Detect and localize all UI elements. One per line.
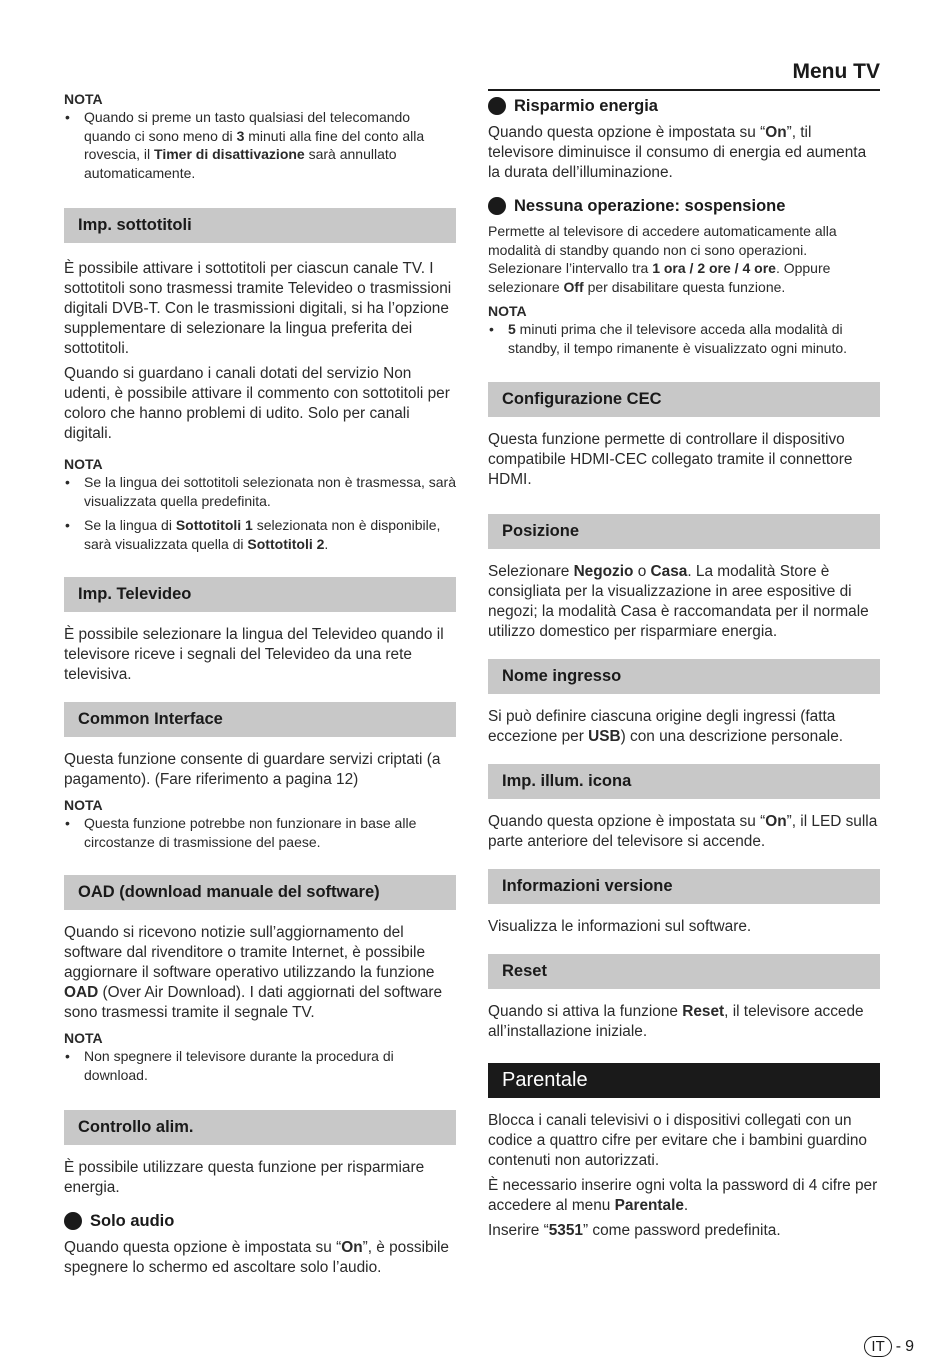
paragraph: È possibile attivare i sottotitoli per ciascun canale TV. I sottotitoli sono trasmessi tramite Televideo o trasmissioni digitali DVB-T. Con le trasmissioni digitali, si ha l’opzione supplementare di selezionare la lingua preferita dei sottotitoli. <box>64 260 452 357</box>
paragraph: Quando questa opzione è impostata su “On”, è possibile spegnere lo schermo ed ascoltare solo l’audio. <box>64 1239 449 1276</box>
bullet-icon: • <box>489 321 494 337</box>
filled-circle-icon <box>488 97 506 115</box>
section-header-teletext: Imp. Televideo <box>64 577 456 612</box>
section-header-power-control: Controllo alim. <box>64 1110 456 1145</box>
language-badge: IT <box>864 1336 891 1357</box>
subheading-no-operation-standby: Nessuna operazione: sospensione <box>488 195 880 217</box>
section-header-parental: Parentale <box>488 1063 880 1098</box>
paragraph: Selezionare Negozio o Casa. La modalità Store è consigliata per la visualizzazione in aree espositive di negozi; la modalità Casa è raccomandata per il normale utilizzo domestico per risparmiare energia. <box>488 563 869 640</box>
section-header-oad: OAD (download manuale del software) <box>64 875 456 910</box>
filled-circle-icon <box>64 1212 82 1230</box>
page-title: Menu TV <box>792 60 880 83</box>
bullet-icon: • <box>65 517 70 533</box>
bullet-icon: • <box>65 815 70 831</box>
page-separator: - <box>895 1337 902 1355</box>
paragraph: Quando si attiva la funzione Reset, il televisore accede all’installazione iniziale. <box>488 1003 864 1040</box>
section-header-cec: Configurazione CEC <box>488 382 880 417</box>
left-column <box>64 90 456 1278</box>
paragraph: È possibile selezionare la lingua del Televideo quando il televisore riceve i segnali del Televideo da una rete televisiva. <box>64 626 444 683</box>
note-item: • Se la lingua di Sottotitoli 1 selezionata non è disponibile, sarà visualizzata quella di Sottotitoli 2. <box>65 517 441 552</box>
page-number <box>864 1336 914 1357</box>
note-item: • Questa funzione potrebbe non funzionare in base alle circostanze di trasmissione del paese. <box>65 815 417 850</box>
section-header-input-name: Nome ingresso <box>488 659 880 694</box>
paragraph: È possibile utilizzare questa funzione per risparmiare energia. <box>64 1159 425 1196</box>
paragraph: Blocca i canali televisivi o i dispositivi collegati con un codice a quattro cifre per evitare che i bambini guardino contenuti non autorizzati. <box>488 1112 867 1169</box>
nota-label: NOTA <box>64 91 103 107</box>
paragraph: È necessario inserire ogni volta la password di 4 cifre per accedere al menu Parentale. <box>488 1177 878 1214</box>
title-rule <box>488 89 880 91</box>
paragraph: Quando si ricevono notizie sull’aggiornamento del software dal rivenditore o tramite Internet, è possibile aggiornare il software operativo utilizzando la funzione OAD (Over Air Download). I dati aggiornati del software sono trasmessi tramite il segnale TV. <box>64 924 443 1021</box>
right-column <box>488 95 880 1241</box>
subheading-audio-only: Solo audio <box>64 1210 456 1232</box>
section-header-version-info: Informazioni versione <box>488 869 880 904</box>
paragraph: Si può definire ciascuna origine degli ingressi (fatta eccezione per USB) con una descrizione personale. <box>488 708 844 745</box>
nota-label: NOTA <box>64 1030 103 1046</box>
bullet-icon: • <box>65 1048 70 1064</box>
section-header-position: Posizione <box>488 514 880 549</box>
paragraph: Permette al televisore di accedere automaticamente alla modalità di standby quando non ci sono operazioni. Selezionare l’intervallo tra 1 ora / 2 ore / 4 ore. Oppure selezionare Off per disabilitare questa funzione. <box>488 223 837 295</box>
paragraph: Inserire “5351” come password predefinita. <box>488 1222 781 1239</box>
note-item: • Non spegnere il televisore durante la procedura di download. <box>65 1048 394 1083</box>
section-header-reset: Reset <box>488 954 880 989</box>
paragraph: Visualizza le informazioni sul software. <box>488 918 752 935</box>
section-header-subtitles: Imp. sottotitoli <box>64 208 456 243</box>
note-item: • Se la lingua dei sottotitoli selezionata non è trasmessa, sarà visualizzata quella predefinita. <box>65 474 456 509</box>
paragraph: Questa funzione permette di controllare il dispositivo compatibile HDMI-CEC collegato tramite il connettore HDMI. <box>488 431 853 488</box>
nota-label: NOTA <box>488 303 527 319</box>
nota-label: NOTA <box>64 456 103 472</box>
subheading-energy-saving: Risparmio energia <box>488 95 880 117</box>
page-value: 9 <box>905 1337 914 1355</box>
bullet-icon: • <box>65 109 70 125</box>
note-item: • 5 minuti prima che il televisore acceda alla modalità di standby, il tempo rimanente è visualizzato ogni minuto. <box>489 321 848 356</box>
section-header-common-interface: Common Interface <box>64 702 456 737</box>
section-header-icon-light: Imp. illum. icona <box>488 764 880 799</box>
paragraph: Quando questa opzione è impostata su “On”, il LED sulla parte anteriore del televisore si accende. <box>488 813 878 850</box>
paragraph: Quando si guardano i canali dotati del servizio Non udenti, è possibile attivare il commento con sottotitoli per coloro che hanno problemi di udito. Solo per canali digitali. <box>64 365 450 442</box>
filled-circle-icon <box>488 197 506 215</box>
nota-label: NOTA <box>64 797 103 813</box>
paragraph: Quando questa opzione è impostata su “On”, til televisore diminuisce il consumo di energia ed aumenta la durata dell’illuminazione. <box>488 124 867 181</box>
paragraph: Questa funzione consente di guardare servizi criptati (a pagamento). (Fare riferimento a pagina 12) <box>64 751 441 788</box>
bullet-icon: • <box>65 474 70 490</box>
note-item: • Quando si preme un tasto qualsiasi del telecomando quando ci sono meno di 3 minuti alla fine del conto alla rovescia, il Timer di disattivazione sarà annullato automaticamente. <box>65 109 425 181</box>
